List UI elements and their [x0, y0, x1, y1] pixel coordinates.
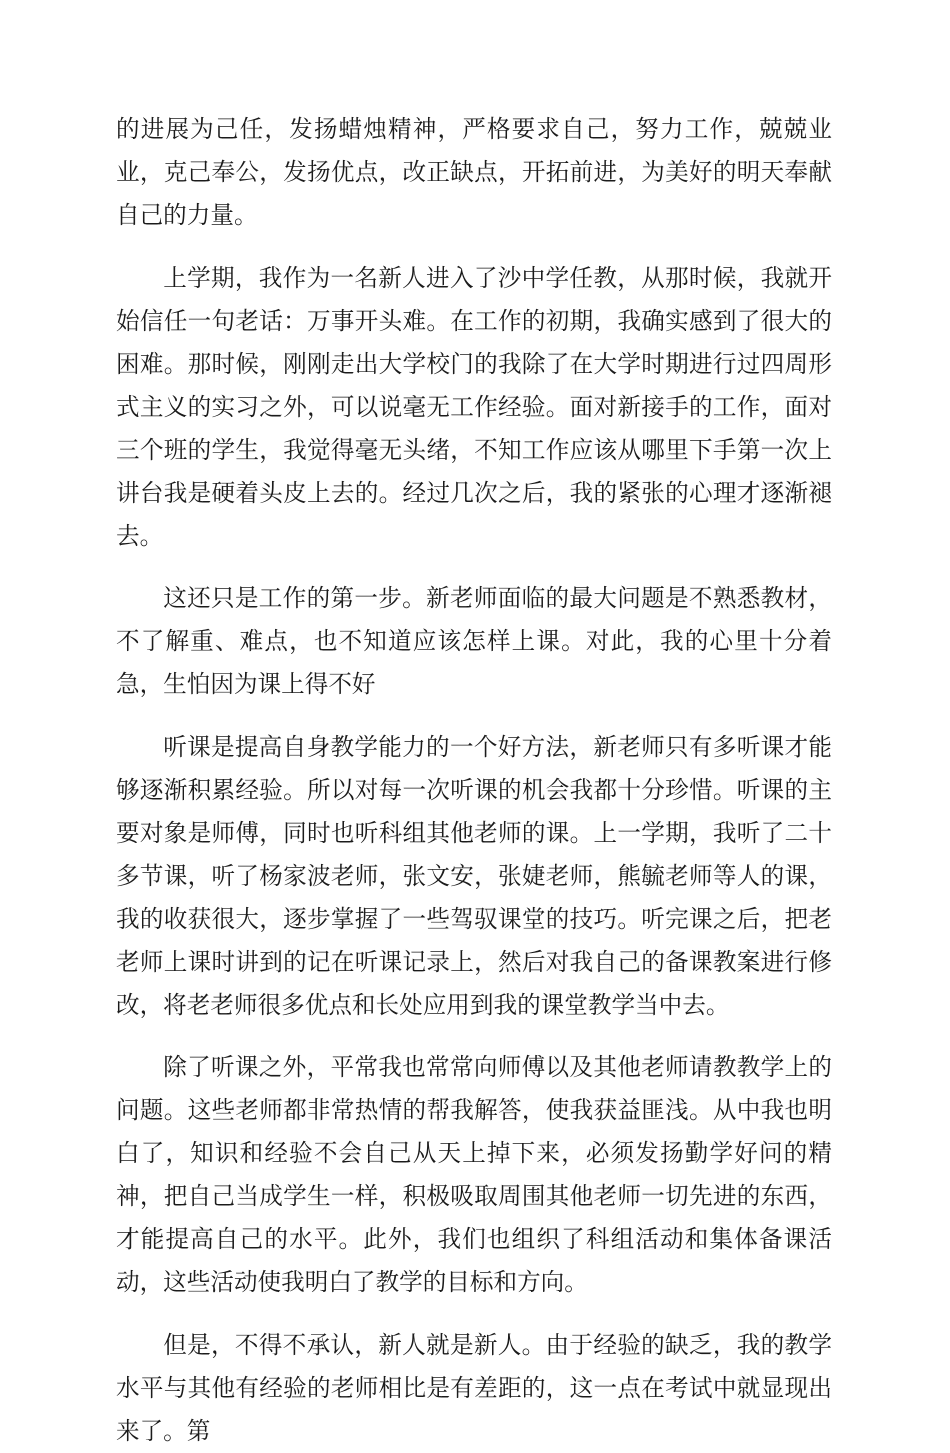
- document-body: [116, 108, 832, 1453]
- paragraph-asking-teachers: 除了听课之外，平常我也常常向师傅以及其他老师请教教学上的问题。这些老师都非常热情的帮我解答，使我获益匪浅。从中我也明白了，知识和经验不会自己从天上掉下来，必须发扬勤学好问的精神，把自己当成学生一样，积极吸取周围其他老师一切先进的东西，才能提高自己的水平。此外，我们也组织了科组活动和集体备课活动，这些活动使我明白了教学的目标和方向。: [116, 1053, 832, 1296]
- paragraph-first-step: 这还只是工作的第一步。新老师面临的最大问题是不熟悉教材，不了解重、难点，也不知道应该怎样上课。对此，我的心里十分着急，生怕因为课上得不好: [116, 584, 832, 698]
- paragraph-admission: 但是，不得不承认，新人就是新人。由于经验的缺乏，我的教学水平与其他有经验的老师相比是有差距的，这一点在考试中就显现出来了。第: [116, 1330, 832, 1445]
- paragraph-first-semester: 上学期，我作为一名新人进入了沙中学任教，从那时候，我就开始信任一句老话：万事开头难。在工作的初期，我确实感到了很大的困难。那时候，刚刚走出大学校门的我除了在大学时期进行过四周形式主义的实习之外，可以说毫无工作经验。面对新接手的工作，面对三个班的学生，我觉得毫无头绪，不知工作应该从哪里下手第一次上讲台我是硬着头皮上去的。经过几次之后，我的紧张的心理才逐渐褪去。: [116, 263, 832, 550]
- paragraph-attending-lessons: 听课是提高自身教学能力的一个好方法，新老师只有多听课才能够逐渐积累经验。所以对每一次听课的机会我都十分珍惜。听课的主要对象是师傅，同时也听科组其他老师的课。上一学期，我听了二十多节课，听了杨家波老师，张文安，张婕老师，熊毓老师等人的课，我的收获很大，逐步掌握了一些驾驭课堂的技巧。听完课之后，把老老师上课时讲到的记在听课记录上，然后对我自己的备课教案进行修改，将老老师很多优点和长处应用到我的课堂教学当中去。: [116, 732, 832, 1019]
- paragraph-continued: 的进展为己任，发扬蜡烛精神，严格要求自己，努力工作，兢兢业业，克己奉公，发扬优点，改正缺点，开拓前进，为美好的明天奉献自己的力量。: [116, 115, 832, 229]
